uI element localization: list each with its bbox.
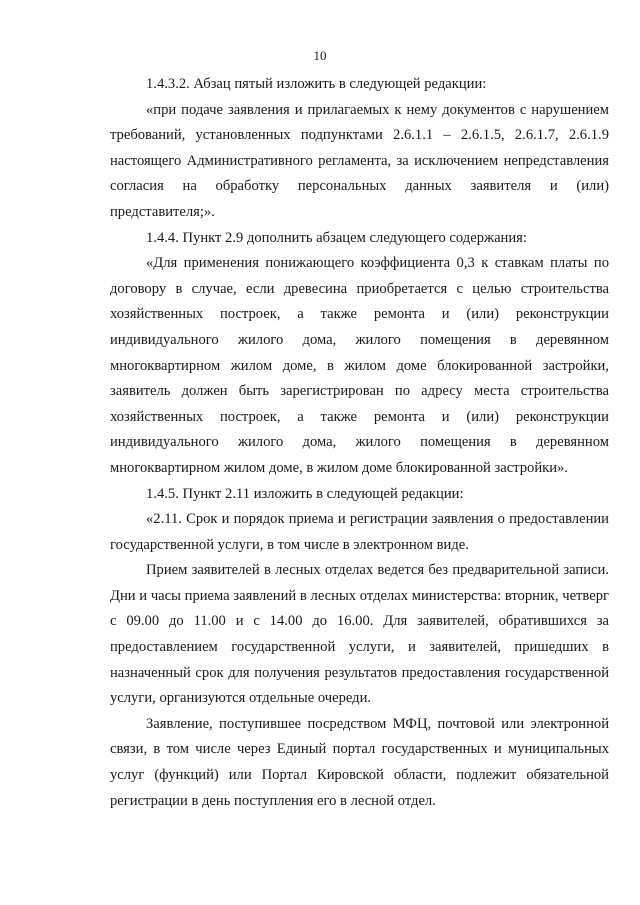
paragraph-quote-coefficient: «Для применения понижающего коэффициента 0,3 к ставкам платы по договору в случае, если древесина приобретается с целью строительства хозяйственных построек, а также ремонта и (или) реконструкции индивидуального жилого дома, жилого помещения в деревянном многоквартирном жилом доме, в жилом доме блокированной застройки, заявитель должен быть зарегистрирован по адресу места строительства хозяйственных построек, а также ремонта и (или) реконструкции индивидуального жилого дома, жилого помещения в деревянном многоквартирном жилом доме, в жилом доме блокированной застройки». [110, 255, 609, 476]
page-number: 10 [313, 48, 327, 63]
paragraph-quote-2-11: «2.11. Срок и порядок приема и регистрации заявления о предоставлении государственной услуги, в том числе в электронном виде. [110, 511, 609, 553]
paragraph-reception: Прием заявителей в лесных отделах ведется без предварительной записи. Дни и часы приема заявлений в лесных отделах министерства: вторник, четверг с 09.00 до 11.00 и с 14.00 до 16.00. Для заявителей, обратившихся за предоставлением государственной услуги, и заявителей, пришедших в назначенный срок для получения результатов предоставления государственной услуги, организуются отдельные очереди. [110, 562, 609, 707]
paragraph-1-4-4: 1.4.4. Пункт 2.9 дополнить абзацем следующего содержания: [146, 229, 527, 246]
paragraph-1-4-3-2: 1.4.3.2. Абзац пятый изложить в следующей редакции: [146, 76, 487, 92]
paragraph-registration: Заявление, поступившее посредством МФЦ, почтовой или электронной связи, в том числе через Единый портал государственных и муниципальных услуг (функций) или Портал Кировской области, подлежит обязательной регистрации в день поступления его в лесной отдел. [110, 715, 609, 809]
document-body [110, 72, 609, 814]
paragraph-1-4-5: 1.4.5. Пункт 2.11 изложить в следующей редакции: [146, 485, 464, 502]
paragraph-quote-submission: «при подаче заявления и прилагаемых к нему документов с нарушением требований, установленных подпунктами 2.6.1.1 – 2.6.1.5, 2.6.1.7, 2.6.1.9 настоящего Административного регламента, за исключением непредставления согласия на обработку персональных данных заявителя и (или) представителя;». [110, 101, 609, 220]
